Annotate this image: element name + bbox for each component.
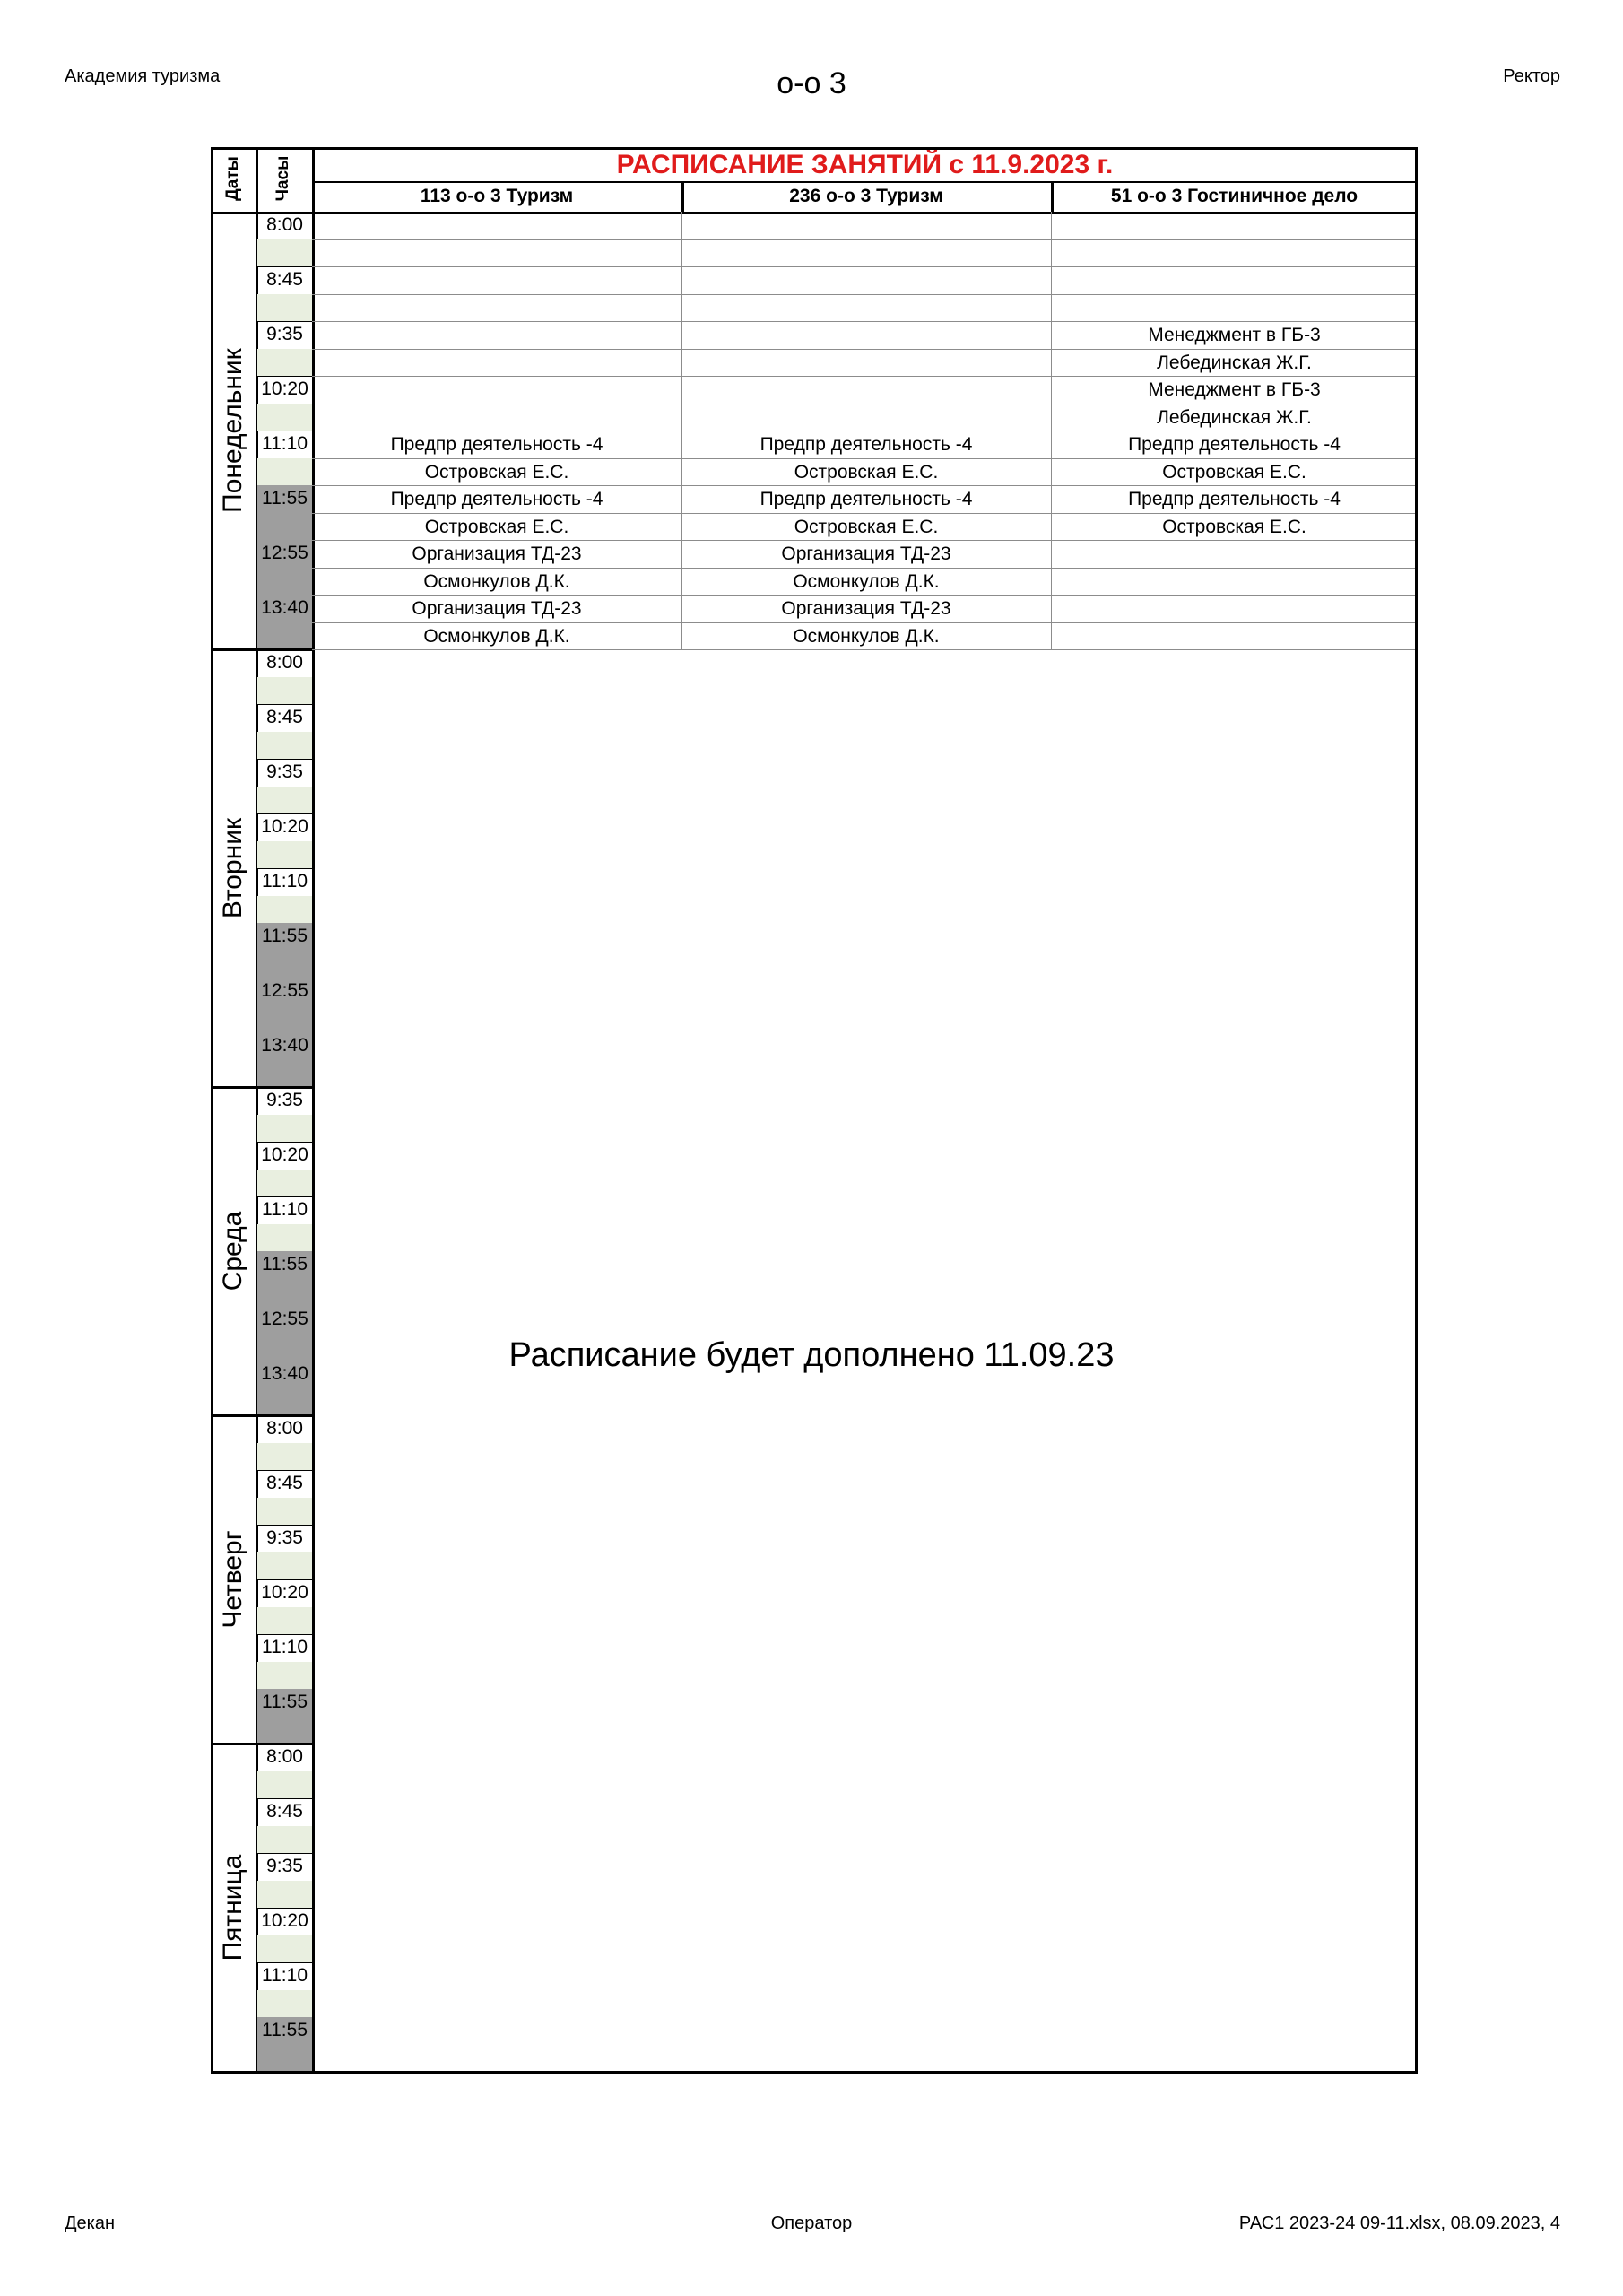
lesson-entry: Менеджмент в ГБ-3	[1148, 379, 1321, 400]
lesson-entry: Предпр деятельность -4	[759, 489, 973, 509]
time-slot: 8:45	[266, 269, 303, 290]
group-header: 51 о-о 3 Гостиничное дело	[1110, 186, 1358, 206]
footer-left: Декан	[65, 2213, 116, 2233]
time-slot: 8:45	[266, 1473, 303, 1493]
lesson-entry: Организация ТД-23	[781, 598, 951, 619]
time-slot: 11:10	[262, 871, 308, 891]
time-slot: 8:00	[266, 1746, 303, 1767]
footer-right: РАС1 2023-24 09-11.xlsx, 08.09.2023, 4	[1238, 2213, 1560, 2233]
time-slot: 9:35	[266, 324, 303, 344]
lesson-entry: Островская Е.С.	[794, 516, 939, 537]
time-slot: 10:20	[261, 816, 308, 837]
header-center: о-о 3	[777, 66, 846, 100]
time-slot: 8:00	[266, 214, 303, 235]
time-slot: 9:35	[266, 1856, 303, 1876]
schedule-note: Расписание будет дополнено 11.09.23	[508, 1336, 1115, 1374]
header-left: Академия туризма	[65, 66, 221, 86]
lesson-entry: Предпр деятельность -4	[1128, 489, 1341, 509]
lesson-entry: Осмонкулов Д.К.	[423, 570, 570, 592]
lesson-entry: Организация ТД-23	[781, 544, 951, 564]
time-slot: 12:55	[261, 543, 308, 563]
time-slot: 8:00	[266, 652, 303, 673]
day-label: Пятница	[218, 1854, 247, 1961]
time-slot: 11:10	[262, 1199, 308, 1220]
lesson-entry: Предпр деятельность -4	[390, 489, 603, 509]
schedule-title: РАСПИСАНИЕ ЗАНЯТИЙ с 11.9.2023 г.	[616, 150, 1114, 179]
time-slot: 9:35	[266, 761, 303, 782]
table-frame	[211, 147, 1418, 2074]
time-slot: 9:35	[266, 1090, 303, 1110]
time-slot: 10:20	[261, 1582, 308, 1603]
time-slot: 12:55	[261, 1309, 308, 1329]
time-slot: 8:45	[266, 1801, 303, 1822]
group-header: 236 о-о 3 Туризм	[789, 186, 943, 206]
col-hours-header: Часы	[273, 155, 292, 202]
lesson-entry: Лебединская Ж.Г.	[1157, 352, 1312, 373]
lesson-entry: Лебединская Ж.Г.	[1157, 406, 1312, 428]
lesson-entry: Осмонкулов Д.К.	[793, 625, 940, 647]
lesson-entry: Осмонкулов Д.К.	[423, 625, 570, 647]
time-slot: 8:00	[266, 1418, 303, 1439]
time-slot: 8:45	[266, 707, 303, 727]
time-slot: 10:20	[261, 378, 308, 399]
lesson-entry: Островская Е.С.	[794, 461, 939, 483]
lesson-entry: Осмонкулов Д.К.	[793, 570, 940, 592]
time-slot: 9:35	[266, 1527, 303, 1548]
lesson-entry: Островская Е.С.	[424, 461, 569, 483]
time-slot: 11:55	[262, 488, 308, 509]
time-slot: 11:55	[262, 1254, 308, 1274]
time-slot: 10:20	[261, 1144, 308, 1165]
lesson-entry: Организация ТД-23	[412, 544, 582, 564]
time-slot: 11:10	[262, 1965, 308, 1986]
group-header: 113 о-о 3 Туризм	[420, 186, 574, 206]
lesson-entry: Островская Е.С.	[1162, 461, 1306, 483]
header-right: Ректор	[1503, 66, 1560, 86]
lesson-entry: Островская Е.С.	[1162, 516, 1306, 537]
lesson-entry: Предпр деятельность -4	[390, 434, 603, 455]
time-slot: 11:55	[262, 1692, 308, 1712]
day-label: Вторник	[218, 817, 247, 919]
time-slot: 11:10	[262, 1637, 308, 1657]
day-label: Среда	[218, 1211, 247, 1292]
time-slot: 11:10	[262, 433, 308, 454]
time-slot: 12:55	[261, 980, 308, 1001]
time-slot: 13:40	[261, 1035, 308, 1056]
lesson-entry: Предпр деятельность -4	[1128, 434, 1341, 455]
time-slot: 11:55	[262, 2020, 308, 2040]
footer-center: Оператор	[770, 2213, 853, 2233]
time-slot: 10:20	[261, 1910, 308, 1931]
lesson-entry: Предпр деятельность -4	[759, 434, 973, 455]
time-slot: 11:55	[262, 926, 308, 946]
lesson-entry: Менеджмент в ГБ-3	[1148, 325, 1321, 345]
time-slot: 13:40	[261, 597, 308, 618]
time-slot: 13:40	[261, 1363, 308, 1384]
lesson-entry: Островская Е.С.	[424, 516, 569, 537]
day-label: Четверг	[218, 1530, 247, 1629]
lesson-entry: Организация ТД-23	[412, 598, 582, 619]
col-dates-header: Даты	[223, 156, 242, 201]
day-label: Понедельник	[218, 348, 247, 513]
